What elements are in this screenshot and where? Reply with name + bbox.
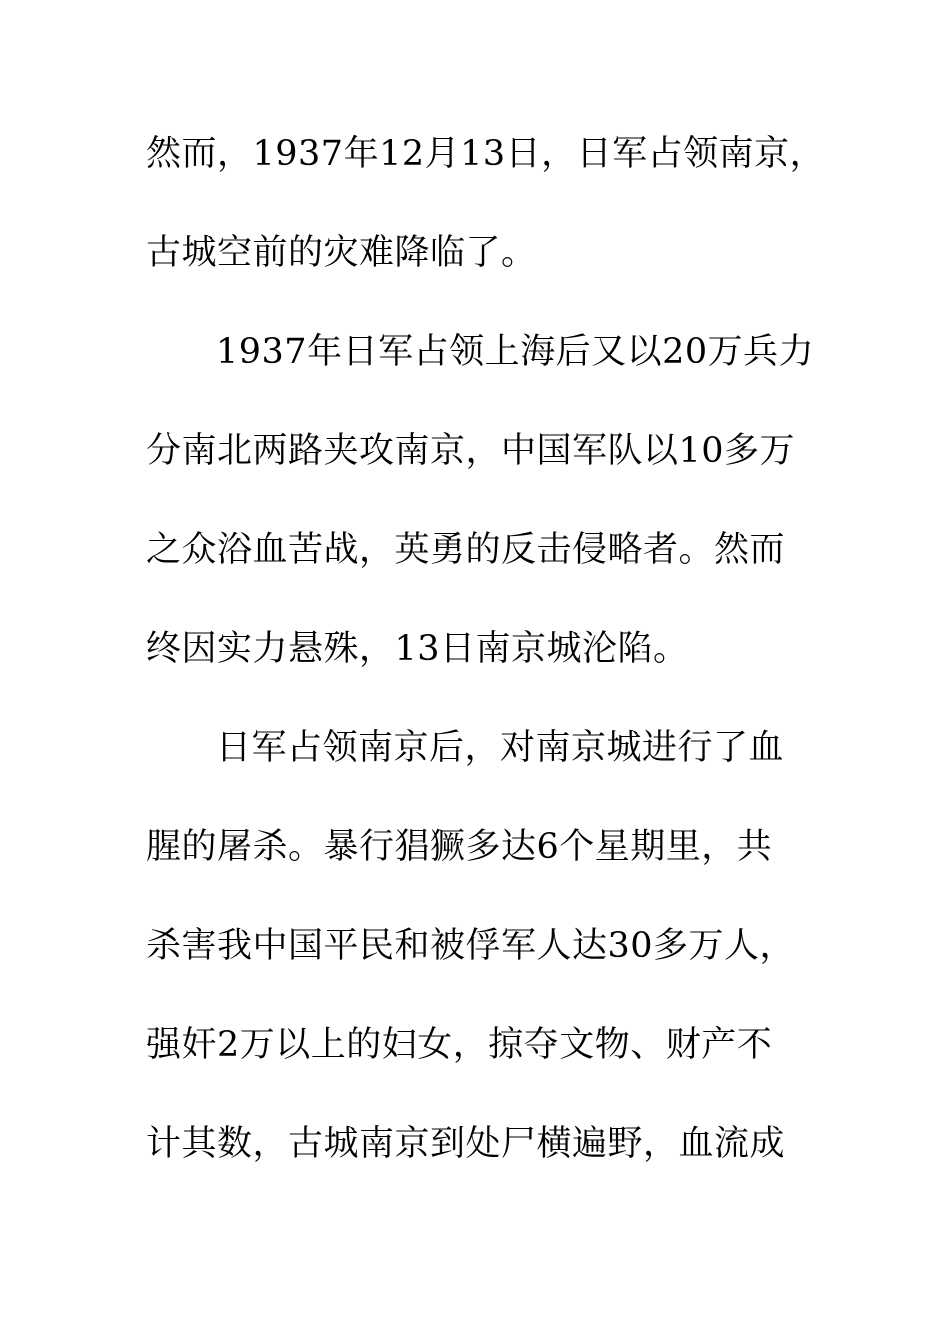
text-line: 腥的屠杀。暴行猖獗多达6个星期里，共 — [146, 827, 773, 867]
text-line: 杀害我中国平民和被俘军人达30多万人， — [146, 926, 796, 966]
body-text — [146, 124, 826, 1213]
text-line: 终因实力悬殊，13日南京城沦陷。 — [146, 629, 689, 669]
text-line: 古城空前的灾难降临了。 — [146, 233, 537, 273]
text-line: 分南北两路夹攻南京，中国军队以10多万 — [146, 431, 796, 471]
paragraph-first-line: 1937年日军占领上海后又以20万兵力 — [216, 332, 815, 372]
paragraph-first-line: 日军占领南京后，对南京城进行了血 — [216, 728, 785, 768]
text-line: 强奸2万以上的妇女，掠夺文物、财产不 — [146, 1025, 773, 1065]
text-line: 然而，1937年12月13日，日军占领南京， — [146, 134, 826, 174]
text-line: 计其数，古城南京到处尸横遍野，血流成 — [146, 1124, 786, 1164]
text-line: 之众浴血苦战，英勇的反击侵略者。然而 — [146, 530, 786, 570]
